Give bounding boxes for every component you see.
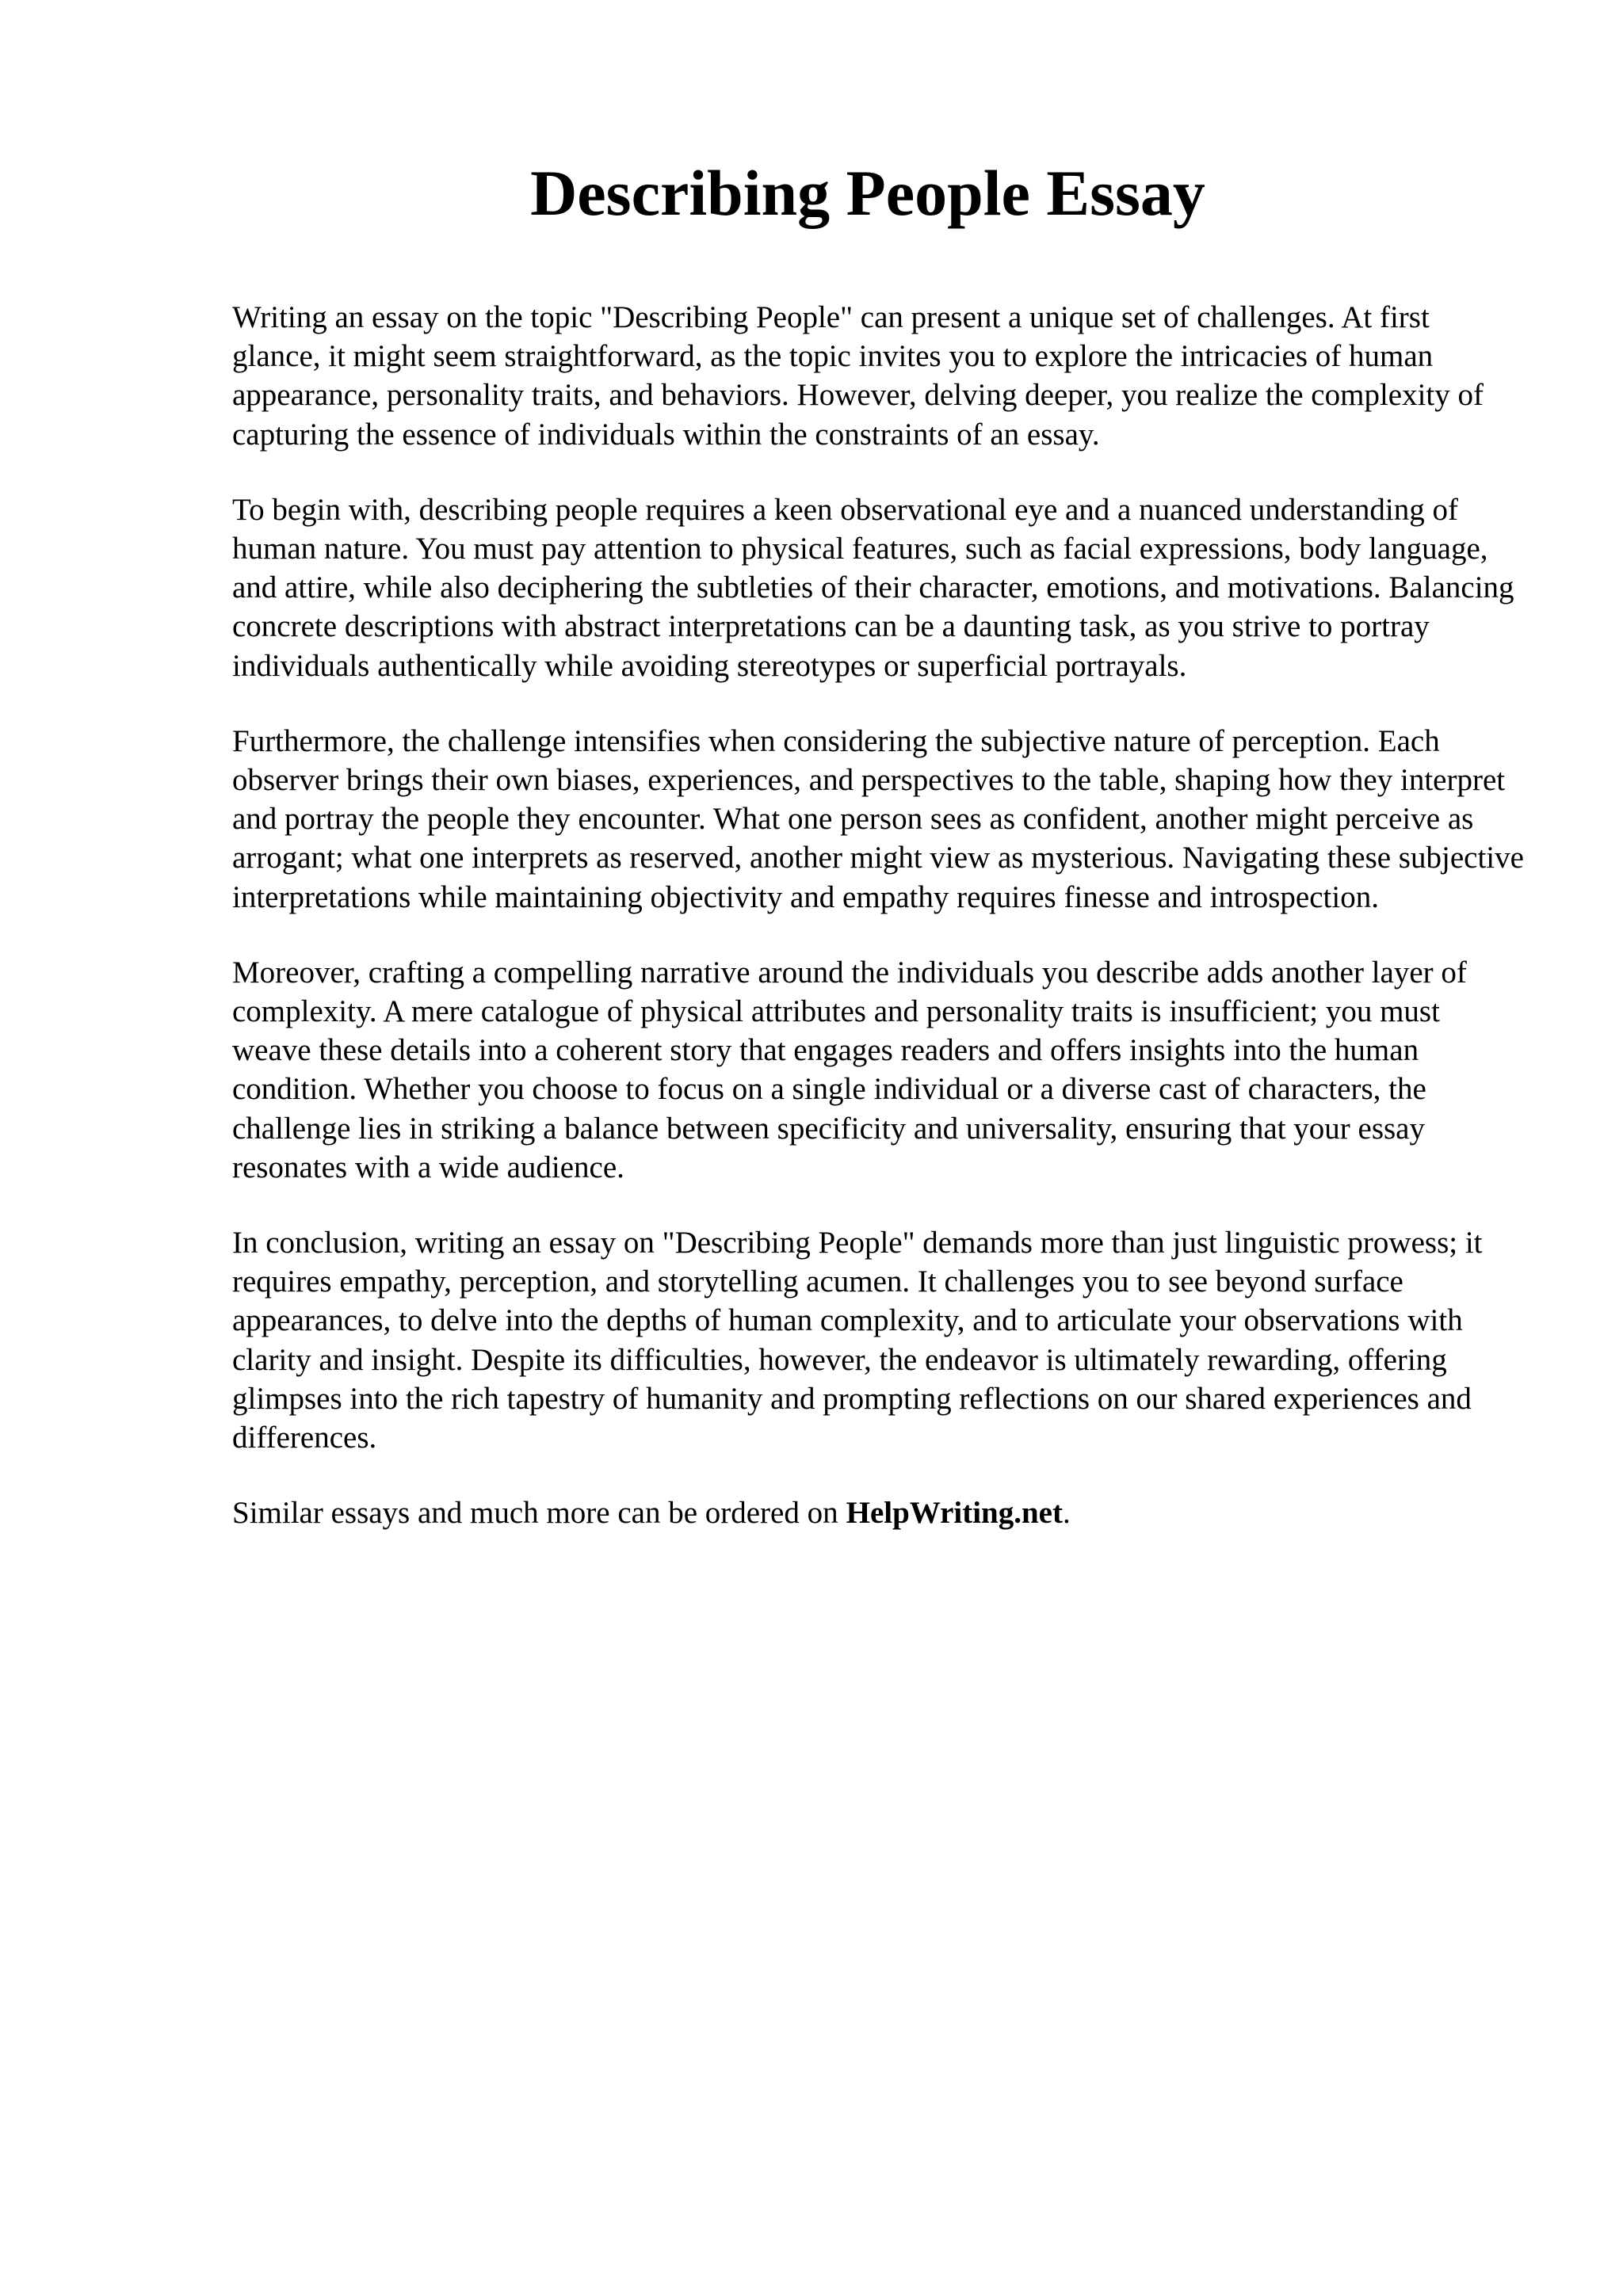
paragraph-5: In conclusion, writing an essay on "Describing People" demands more than just linguistic prowess; it requires empathy, perception, and storytelling acumen. It challenges you to see beyond surface appearances, to delve into the depths of human complexity, and to articulate your observations with clarity and insight. Despite its difficulties, however, the endeavor is ultimately rewarding, offering glimpses into the rich tapestry of humanity and prompting reflections on our shared experiences and differences. (232, 1226, 1483, 1455)
promo-period: . (1062, 1496, 1071, 1531)
page-title: Describing People Essay (530, 157, 1205, 229)
paragraph-2: To begin with, describing people requires a keen observational eye and a nuanced understanding of human nature. You must pay attention to physical features, such as facial expressions, body language, and attire, while also deciphering the subtleties of their character, emotions, and motivations. Balancing concrete descriptions with abstract interpretations can be a daunting task, as you strive to portray individuals authentically while avoiding stereotypes or superficial portrayals. (232, 492, 1514, 683)
promo-text: Similar essays and much more can be ordered on (232, 1496, 838, 1531)
helpwriting-link[interactable]: HelpWriting.net (846, 1496, 1063, 1531)
paragraph-1: Writing an essay on the topic "Describing People" can present a unique set of challenges. At first glance, it might seem straightforward, as the topic invites you to explore the intricacies of human appearance, personality traits, and behaviors. However, delving deeper, you realize the complexity of capturing the essence of individuals within the constraints of an essay. (232, 300, 1484, 452)
paragraph-3: Furthermore, the challenge intensifies when considering the subjective nature of perception. Each observer brings their own biases, experiences, and perspectives to the table, shaping how they interpret and portray the people they encounter. What one person sees as confident, another might perceive as arrogant; what one interprets as reserved, another might view as mysterious. Navigating these subjective interpretations while maintaining objectivity and empathy requires finesse and introspection. (232, 723, 1524, 914)
essay-body (232, 298, 1524, 1532)
paragraph-4: Moreover, crafting a compelling narrative around the individuals you describe adds another layer of complexity. A mere catalogue of physical attributes and personality traits is insufficient; you must weave these details into a coherent story that engages readers and offers insights into the human condition. Whether you choose to focus on a single individual or a diverse cast of characters, the challenge lies in striking a balance between specificity and universality, ensuring that your essay resonates with a wide audience. (232, 955, 1467, 1184)
promo-line (232, 1493, 1524, 1532)
